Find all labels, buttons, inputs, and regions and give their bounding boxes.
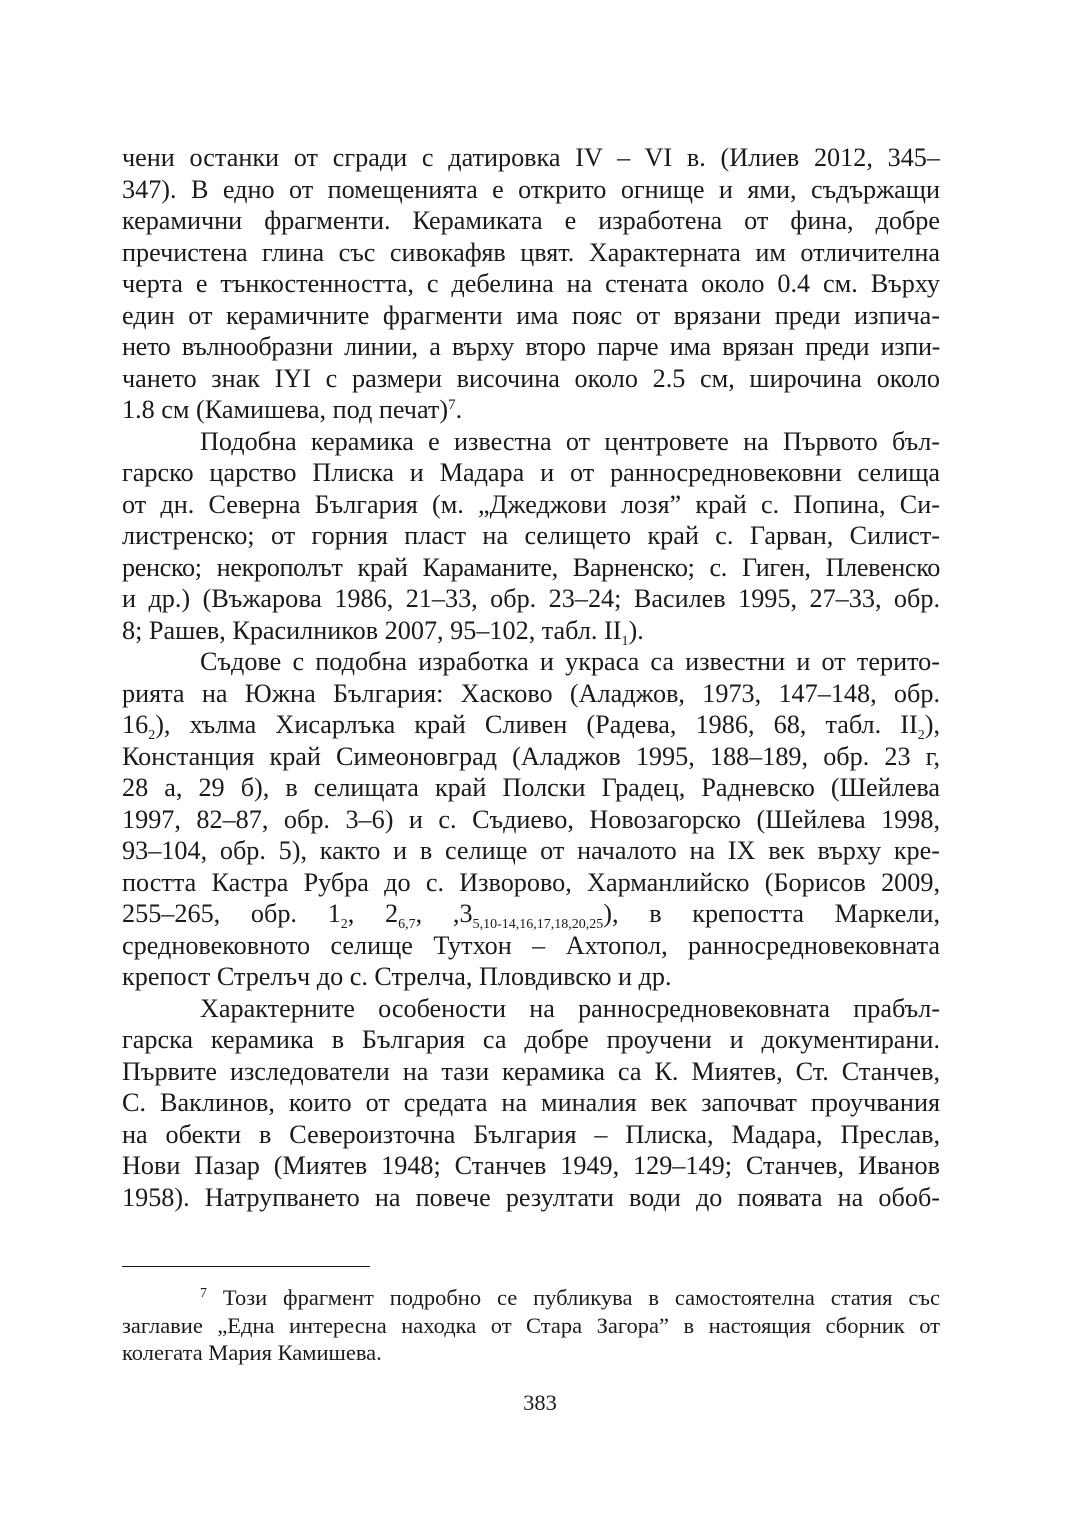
body-line: С. Ваклинов, които от средата на миналия век започват проучвания	[122, 1088, 940, 1117]
footnote	[122, 1284, 940, 1367]
footnote-number: 7	[200, 1286, 207, 1301]
body-line	[122, 709, 940, 741]
subscript: 2	[917, 728, 925, 743]
body-line	[122, 394, 940, 426]
footnote-text: Този фрагмент подробно се публикува в самостоятелна статия със	[207, 1285, 940, 1310]
body-line: постта Кастра Рубра до с. Изворово, Харманлийско (Борисов 2009,	[122, 867, 940, 897]
body-line-text: , 2	[347, 899, 399, 928]
footnote-reference[interactable]: 7	[448, 397, 456, 413]
body-line-text: 8; Рашев, Красилников 2007, 95–102, табл. II	[122, 615, 622, 645]
body-line: черта е тънкостенността, с дебелина на стената около 0.4 см. Върху	[122, 269, 940, 298]
body-line: гарска керамика в България са добре проучени и документирани.	[122, 1025, 940, 1054]
body-line: листренско; от горния пласт на селището край с. Гарван, Силист-	[122, 521, 940, 550]
paragraph-start-line: Характерните особености на ранносредновековната прабъл-	[200, 993, 940, 1023]
body-line	[122, 615, 940, 647]
body-line-text: ), хълма Хисарлъка край Сливен (Радева, 1986, 68, табл. II	[155, 710, 918, 739]
subscript: 2	[148, 728, 156, 743]
punctuation: .	[455, 395, 463, 424]
body-line: 1997, 82–87, обр. 3–6) и с. Съдиево, Новозагорско (Шейлева 1998,	[122, 804, 940, 834]
body-line: Констанция край Симеоновград (Аладжов 1995, 188–189, обр. 23 г,	[122, 741, 940, 771]
body-line-text: 255–265, обр. 1	[122, 899, 341, 928]
page-number: 383	[523, 1390, 557, 1415]
body-line: 28 а, 29 б), в селищата край Полски Градец, Радневско (Шейлева	[122, 773, 940, 802]
body-line: крепост Стрелъч до с. Стрелча, Пловдивско и др.	[122, 962, 672, 991]
body-line: чането знак IYI с размери височина около 2.5 см, широчина около	[122, 363, 940, 393]
body-line: от дн. Северна България (м. „Джеджови лозя” край с. Попина, Си-	[122, 489, 940, 519]
body-line: на обекти в Североизточна България – Плиска, Мадара, Преслав,	[122, 1119, 940, 1149]
body-line: нето вълнообразни линии, а върху второ парче има врязан преди изпи-	[122, 332, 940, 361]
punctuation: ),	[924, 710, 940, 739]
body-line	[122, 898, 940, 930]
subscript: 2	[340, 917, 348, 932]
body-line: 93–104, обр. 5), както и в селище от началото на IX век върху кре-	[122, 836, 940, 865]
body-line: 1958). Натрупването на повече резултати води до появата на обоб-	[122, 1182, 940, 1212]
body-line-text: 16	[122, 710, 149, 739]
body-line: гарско царство Плиска и Мадара и от ранносредновековни селища	[122, 458, 940, 487]
subscript: 1	[621, 633, 629, 649]
paragraph-start-line: Подобна керамика е известна от центровете на Първото бъл-	[200, 426, 940, 456]
body-text	[122, 142, 940, 1213]
body-line: пречистена глина със сивокафяв цвят. Характерната им отличителна	[122, 237, 940, 267]
footnote-line: колегата Мария Камишева.	[122, 1340, 382, 1365]
body-line-text: ), в крепостта Маркели,	[603, 899, 940, 928]
footnote-line	[122, 1284, 940, 1312]
body-line: ренско; некрополът край Караманите, Варненско; с. Гиген, Плевенско	[122, 552, 940, 582]
body-line: керамични фрагменти. Керамиката е изработена от фина, добре	[122, 206, 940, 235]
body-line: 347). В едно от помещенията е открито огнище и ями, съдържащи	[122, 174, 940, 204]
body-line: средновековното селище Тутхон – Ахтопол, ранносредновековната	[122, 930, 940, 960]
body-line-text: 1.8 см (Камишева, под печат)	[122, 395, 449, 424]
footnote-separator	[122, 1266, 370, 1267]
body-line-text: , ,3	[415, 899, 473, 928]
body-line: Първите изследователи на тази керамика са К. Миятев, Ст. Станчев,	[122, 1056, 940, 1086]
body-line: рията на Южна България: Хасково (Аладжов, 1973, 147–148, обр.	[122, 678, 940, 708]
body-line: и др.) (Въжарова 1986, 21–33, обр. 23–24; Василев 1995, 27–33, обр.	[122, 584, 940, 613]
punctuation: ).	[628, 615, 644, 645]
body-line: един от керамичните фрагменти има пояс от врязани преди изпича-	[122, 300, 940, 330]
body-line: Нови Пазар (Миятев 1948; Станчев 1949, 129–149; Станчев, Иванов	[122, 1151, 940, 1180]
body-line: чени останки от сгради с датировка IV – VI в. (Илиев 2012, 345–	[122, 143, 940, 172]
footnote-line: заглавие „Една интересна находка от Стара Загора” в настоящия сборник от	[122, 1312, 940, 1338]
subscript: 6,7	[398, 917, 416, 932]
paragraph-start-line: Съдове с подобна изработка и украса са известни и от терито-	[200, 647, 940, 676]
subscript: 5,10-14,16,17,18,20,25	[472, 917, 604, 932]
